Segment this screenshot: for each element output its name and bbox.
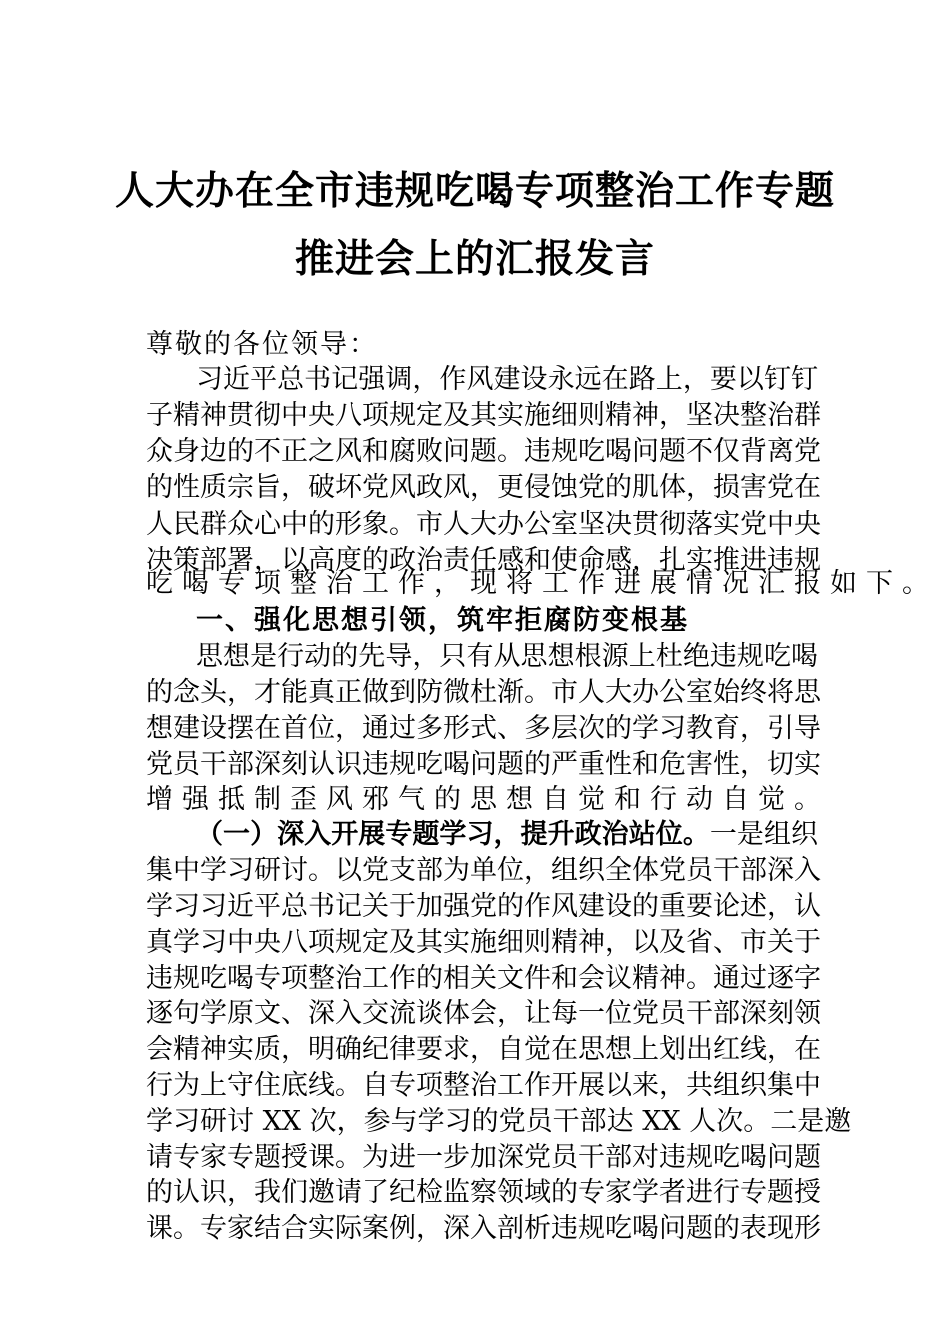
body-line: 请专家专题授课。为进一步加深党员干部对违规吃喝问题 <box>146 1142 821 1173</box>
body-line: 课。专家结合实际案例，深入剖析违规吃喝问题的表现形 <box>146 1213 821 1244</box>
body-line: 思想是行动的先导，只有从思想根源上杜绝违规吃喝 <box>196 641 818 672</box>
document-title-line-2: 推进会上的汇报发言 <box>294 236 655 282</box>
body-line: 想建设摆在首位，通过多形式、多层次的学习教育，引导 <box>146 713 821 744</box>
body-line: 违规吃喝专项整治工作的相关文件和会议精神。通过逐字 <box>146 963 821 994</box>
body-line: 的念头，才能真正做到防微杜渐。市人大办公室始终将思 <box>146 677 821 708</box>
document-title-line-1: 人大办在全市违规吃喝专项整治工作专题 <box>114 168 835 214</box>
subsection-line <box>196 818 818 852</box>
body-line: 行为上守住底线。自专项整治工作开展以来，共组织集中 <box>146 1070 821 1101</box>
body-line: 学习研讨 XX 次，参与学习的党员干部达 XX 人次。二是邀 <box>146 1106 852 1137</box>
body-text: 一是组织 <box>709 819 819 850</box>
body-line: 子精神贯彻中央八项规定及其实施细则精神，坚决整治群 <box>146 400 821 431</box>
subsection-heading: （一）深入开展专题学习，提升政治站位。 <box>196 819 710 850</box>
body-line: 集中学习研讨。以党支部为单位，组织全体党员干部深入 <box>146 855 821 886</box>
body-line: 决策部署，以高度的政治责任感和使命感，扎实推进违规 <box>146 545 821 576</box>
body-line: 的认识，我们邀请了纪检监察领域的专家学者进行专题授 <box>146 1177 821 1208</box>
body-line: 逐句学原文、深入交流谈体会，让每一位党员干部深刻领 <box>146 998 821 1029</box>
body-line: 会精神实质，明确纪律要求，自觉在思想上划出红线，在 <box>146 1034 821 1065</box>
body-line: 学习习近平总书记关于加强党的作风建设的重要论述，认 <box>146 891 821 922</box>
body-line: 人民群众心中的形象。市人大办公室坚决贯彻落实党中央 <box>146 509 821 540</box>
body-line: 真学习中央八项规定及其实施细则精神，以及省、市关于 <box>146 927 821 958</box>
salutation: 尊敬的各位领导： <box>146 329 378 360</box>
body-line: 增强抵制歪风邪气的思想自觉和行动自觉。 <box>146 784 830 815</box>
body-line: 吃喝专项整治工作，现将工作进展情况汇报如下。 <box>146 568 938 599</box>
body-line: 的性质宗旨，破坏党风政风，更侵蚀党的肌体，损害党在 <box>146 472 821 503</box>
body-line: 众身边的不正之风和腐败问题。违规吃喝问题不仅背离党 <box>146 436 821 467</box>
section-heading: 一、强化思想引领，筑牢拒腐防变根基 <box>196 605 689 636</box>
body-line: 党员干部深刻认识违规吃喝问题的严重性和危害性，切实 <box>146 749 821 780</box>
body-line: 习近平总书记强调，作风建设永远在路上，要以钉钉 <box>196 364 818 395</box>
